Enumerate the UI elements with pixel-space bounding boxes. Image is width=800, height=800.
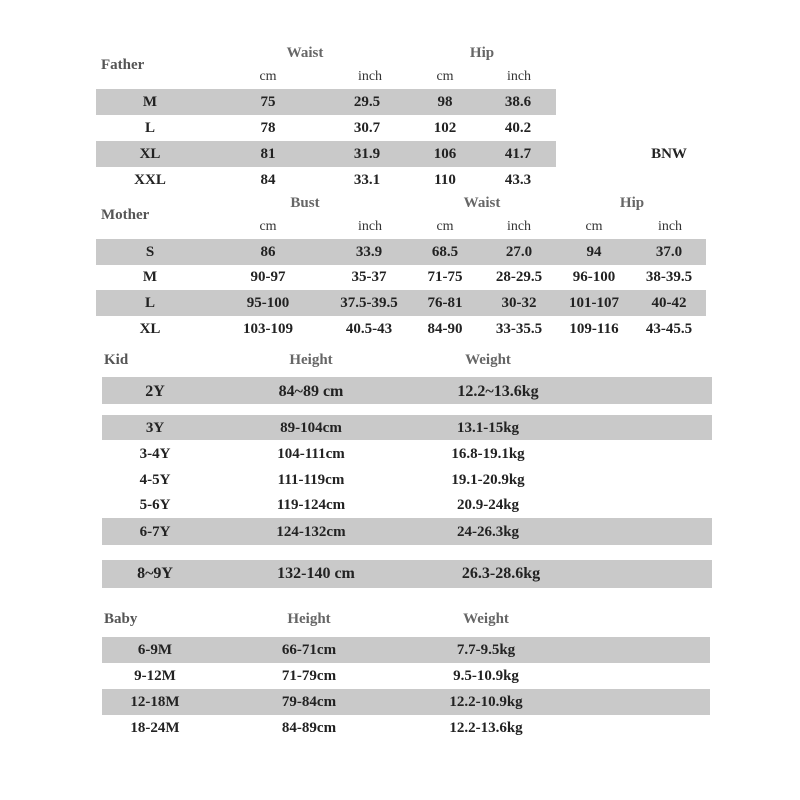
kid-size: 8~9Y	[137, 565, 173, 582]
baby-weight: 12.2-13.6kg	[449, 720, 523, 736]
kid-size: 2Y	[145, 383, 165, 400]
baby-label: Baby	[104, 611, 138, 627]
baby-weight: 9.5-10.9kg	[453, 668, 519, 684]
kid-row-band	[102, 560, 712, 588]
mother-size: XL	[139, 321, 161, 337]
father-unit-waist-cm: cm	[259, 69, 277, 84]
kid-header-height: Height	[289, 352, 333, 368]
baby-size: 9-12M	[134, 668, 176, 684]
mother-hip-cm: 101-107	[569, 295, 619, 311]
kid-size: 6-7Y	[139, 524, 171, 540]
mother-unit: inch	[357, 219, 383, 234]
father-hip-inch: 41.7	[504, 146, 532, 162]
baby-height: 84-89cm	[281, 720, 337, 736]
mother-unit: inch	[657, 219, 683, 234]
mother-waist-cm: 76-81	[427, 295, 463, 311]
mother-unit: cm	[259, 219, 277, 234]
mother-header-bust: Bust	[290, 195, 320, 211]
kid-height: 124-132cm	[276, 524, 346, 540]
father-unit-hip-inch: inch	[506, 69, 532, 84]
baby-header-weight: Weight	[463, 611, 509, 627]
mother-bust-cm: 95-100	[246, 295, 290, 311]
mother-unit: cm	[585, 219, 603, 234]
kid-row-band	[102, 377, 712, 404]
mother-unit: cm	[436, 219, 454, 234]
mother-bust-cm: 86	[260, 244, 276, 260]
father-header-hip: Hip	[469, 45, 495, 61]
kid-height: 132-140 cm	[277, 565, 355, 582]
mother-unit: inch	[506, 219, 532, 234]
father-unit-hip-cm: cm	[436, 69, 454, 84]
baby-height: 66-71cm	[281, 642, 337, 658]
father-hip-inch: 43.3	[504, 172, 532, 188]
father-waist-cm: 75	[260, 94, 276, 110]
mother-hip-inch: 37.0	[655, 244, 683, 260]
kid-weight: 16.8-19.1kg	[451, 446, 525, 462]
kid-weight: 26.3-28.6kg	[461, 565, 541, 582]
father-hip-cm: 102	[433, 120, 457, 136]
kid-label: Kid	[104, 352, 129, 368]
mother-header-hip: Hip	[619, 195, 645, 211]
kid-height: 119-124cm	[276, 497, 346, 513]
kid-weight: 20.9-24kg	[456, 497, 520, 513]
father-header-waist: Waist	[286, 45, 324, 61]
father-waist-inch: 29.5	[353, 94, 381, 110]
father-size: XL	[139, 146, 161, 162]
kid-height: 84~89 cm	[278, 383, 344, 400]
mother-waist-inch: 27.0	[505, 244, 533, 260]
mother-waist-inch: 33-35.5	[495, 321, 543, 337]
mother-bust-cm: 103-109	[243, 321, 293, 337]
baby-size: 12-18M	[130, 694, 180, 710]
father-size: L	[144, 120, 156, 136]
brand-label: BNW	[651, 146, 687, 162]
mother-waist-inch: 28-29.5	[495, 269, 543, 285]
mother-waist-cm: 84-90	[427, 321, 463, 337]
mother-hip-cm: 109-116	[569, 321, 619, 337]
father-hip-inch: 40.2	[504, 120, 532, 136]
kid-size: 3Y	[145, 420, 165, 436]
mother-hip-inch: 38-39.5	[645, 269, 693, 285]
baby-size: 18-24M	[130, 720, 180, 736]
mother-label: Mother	[101, 207, 150, 223]
father-waist-cm: 78	[260, 120, 276, 136]
baby-row-band	[102, 637, 710, 663]
father-hip-inch: 38.6	[504, 94, 532, 110]
baby-height: 79-84cm	[281, 694, 337, 710]
kid-height: 89-104cm	[280, 420, 342, 436]
father-hip-cm: 98	[437, 94, 453, 110]
kid-size: 4-5Y	[139, 472, 171, 488]
baby-header-height: Height	[287, 611, 331, 627]
kid-weight: 24-26.3kg	[456, 524, 520, 540]
mother-header-waist: Waist	[463, 195, 501, 211]
father-waist-inch: 33.1	[353, 172, 381, 188]
kid-weight: 12.2~13.6kg	[457, 383, 539, 400]
mother-bust-inch: 33.9	[355, 244, 383, 260]
mother-size: L	[144, 295, 156, 311]
father-waist-cm: 81	[260, 146, 276, 162]
father-waist-inch: 31.9	[353, 146, 381, 162]
mother-hip-cm: 94	[586, 244, 602, 260]
kid-height: 104-111cm	[277, 446, 345, 462]
kid-size: 5-6Y	[139, 497, 171, 513]
kid-weight: 19.1-20.9kg	[451, 472, 525, 488]
baby-weight: 7.7-9.5kg	[456, 642, 516, 658]
mother-waist-cm: 68.5	[431, 244, 459, 260]
mother-hip-inch: 43-45.5	[645, 321, 693, 337]
father-hip-cm: 110	[434, 172, 456, 188]
father-size: XXL	[134, 172, 166, 188]
father-hip-cm: 106	[433, 146, 457, 162]
mother-row-band	[96, 239, 706, 265]
baby-size: 6-9M	[137, 642, 173, 658]
mother-hip-inch: 40-42	[651, 295, 687, 311]
mother-size: S	[145, 244, 155, 260]
mother-bust-inch: 37.5-39.5	[340, 295, 398, 311]
father-label: Father	[101, 57, 145, 73]
mother-bust-inch: 40.5-43	[345, 321, 393, 337]
mother-bust-cm: 90-97	[250, 269, 286, 285]
baby-weight: 12.2-10.9kg	[449, 694, 523, 710]
baby-height: 71-79cm	[281, 668, 337, 684]
mother-bust-inch: 35-37	[351, 269, 387, 285]
kid-height: 111-119cm	[277, 472, 345, 488]
father-waist-cm: 84	[260, 172, 276, 188]
father-waist-inch: 30.7	[353, 120, 381, 136]
mother-hip-cm: 96-100	[572, 269, 616, 285]
kid-row-band	[102, 518, 712, 545]
mother-waist-inch: 30-32	[501, 295, 537, 311]
kid-header-weight: Weight	[465, 352, 511, 368]
baby-row-band	[102, 689, 710, 715]
father-row-band	[96, 89, 556, 115]
mother-size: M	[142, 269, 158, 285]
mother-waist-cm: 71-75	[427, 269, 463, 285]
kid-row-band	[102, 415, 712, 440]
kid-weight: 13.1-15kg	[456, 420, 520, 436]
father-size: M	[142, 94, 158, 110]
father-row-band	[96, 141, 556, 167]
kid-size: 3-4Y	[139, 446, 171, 462]
father-unit-waist-inch: inch	[357, 69, 383, 84]
